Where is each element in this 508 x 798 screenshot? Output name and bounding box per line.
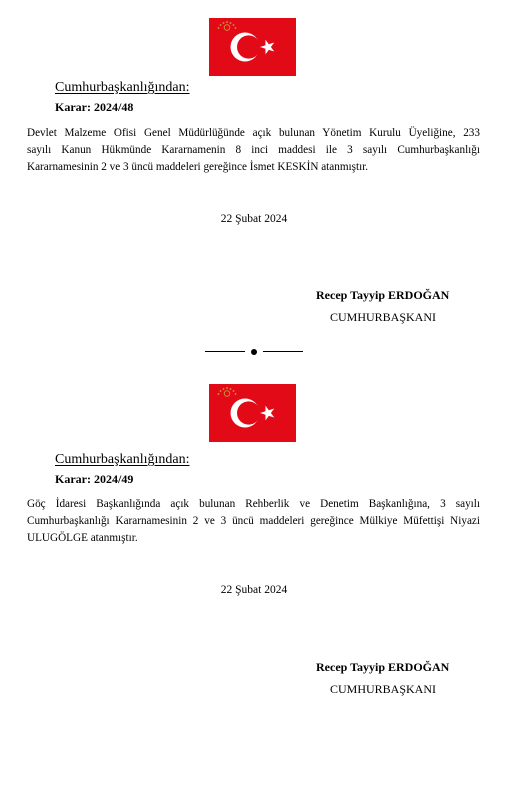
turkish-flag-emblem xyxy=(209,384,296,442)
signatory-name: Recep Tayyip ERDOĞAN xyxy=(316,288,450,302)
decision-text-line: sayılı Kanun Hükmünde Kararnamenin 8 inci maddesi ile 3 sayılı Cumhurbaşkanlığı xyxy=(27,144,480,156)
decision-date: 22 Şubat 2024 xyxy=(220,584,288,596)
signatory-title: CUMHURBAŞKANI xyxy=(330,310,437,324)
flag-icon xyxy=(209,18,296,76)
issuing-authority: Cumhurbaşkanlığından: xyxy=(55,80,190,95)
decision-number: Karar: 2024/48 xyxy=(55,100,134,114)
signatory-name: Recep Tayyip ERDOĞAN xyxy=(316,660,450,674)
decision-text-line: Göç İdaresi Başkanlığında açık bulunan Rehberlik ve Denetim Başkanlığına, 3 sayılı xyxy=(27,498,480,510)
turkish-flag-emblem xyxy=(209,18,296,76)
separator-dot-icon xyxy=(251,349,257,355)
issuing-authority: Cumhurbaşkanlığından: xyxy=(55,452,190,467)
decision-date: 22 Şubat 2024 xyxy=(220,213,288,225)
signatory-title: CUMHURBAŞKANI xyxy=(330,682,437,696)
decision-number: Karar: 2024/49 xyxy=(55,472,134,486)
decision-text-line: ULUGÖLGE atanmıştır. xyxy=(27,532,138,544)
decision-text-line: Kararnamesinin 2 ve 3 üncü maddeleri gereğince İsmet KESKİN atanmıştır. xyxy=(27,161,369,173)
decision-text-line: Devlet Malzeme Ofisi Genel Müdürlüğünde açık bulunan Yönetim Kurulu Üyeliğine, 233 xyxy=(27,127,480,139)
decision-text xyxy=(27,496,480,547)
flag-icon xyxy=(209,384,296,442)
decision-text-line: Cumhurbaşkanlığı Kararnamesinin 2 ve 3 üncü maddeleri gereğince Mülkiye Müfettişi Niyazi xyxy=(27,515,480,527)
decision-text xyxy=(27,125,480,176)
section-separator xyxy=(205,345,303,357)
